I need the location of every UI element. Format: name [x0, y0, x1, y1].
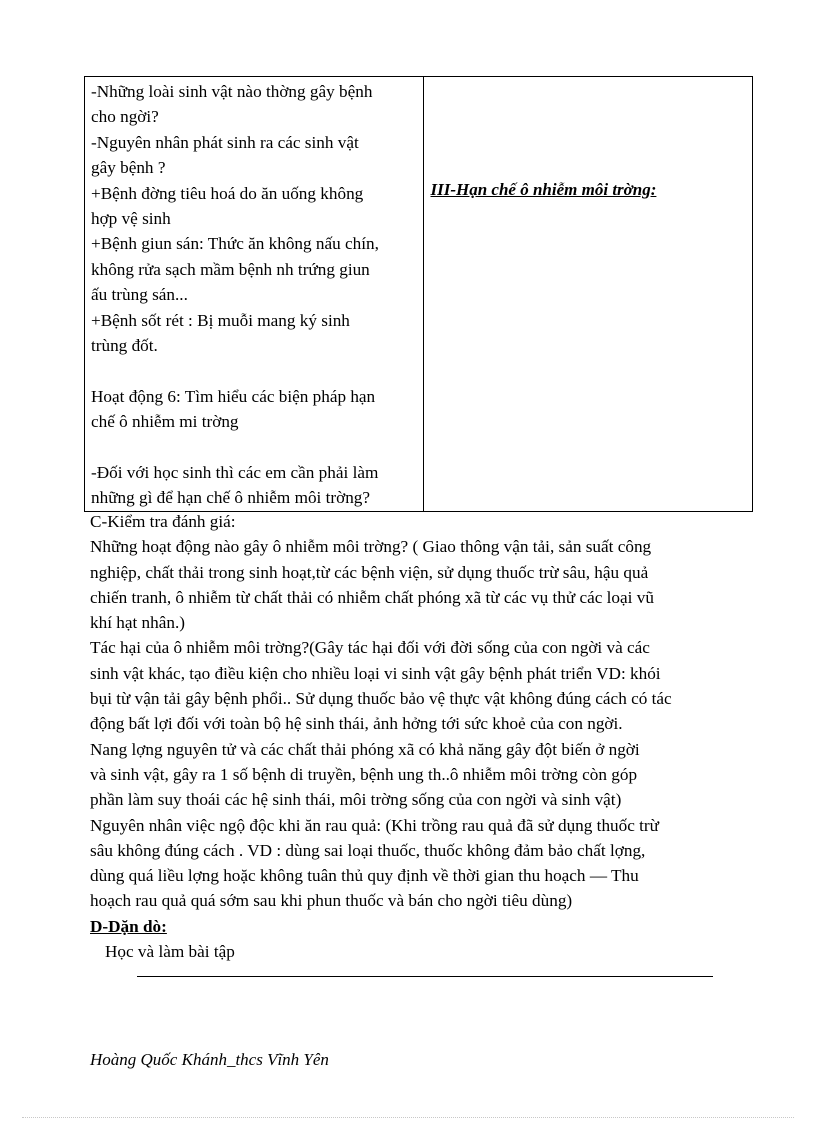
blank-line	[91, 435, 415, 460]
body-line: và sinh vật, gây ra 1 số bệnh di truyền, bệnh ung th..ô nhiễm môi trờng còn góp	[90, 764, 638, 784]
table-line: -Những loài sinh vật nào thờng gây bệnh	[91, 82, 373, 101]
table-line: +Bệnh đờng tiêu hoá do ăn uống không	[91, 183, 364, 203]
body-line: sinh vật khác, tạo điều kiện cho nhiều loại vi sinh vật gây bệnh phát triển VD: khói	[90, 663, 661, 683]
lesson-table	[84, 76, 753, 512]
table-line: +Bệnh sốt rét : Bị muỗi mang ký sinh	[91, 310, 350, 330]
activity-text	[85, 77, 423, 511]
table-line: Hoạt động 6: Tìm hiểu các biện pháp hạn	[91, 386, 376, 406]
separator-line	[137, 976, 713, 977]
table-line: ấu trùng sán...	[91, 285, 188, 305]
table-line: gây bệnh ?	[91, 158, 166, 178]
body-line: khí hạt nhân.)	[90, 613, 185, 633]
body-line: phần làm suy thoái các hệ sinh thái, môi trờng sống của con ngời và sinh vật)	[90, 790, 622, 810]
table-line: không rửa sạch mầm bệnh nh trứng giun	[91, 259, 370, 279]
body-line: Nang lợng nguyên tử và các chất thải phóng xã có khả năng gây đột biến ở ngời	[90, 739, 640, 759]
assessment-section	[90, 509, 740, 964]
table-line: cho ngời?	[91, 107, 159, 127]
homework-heading: D-Dặn dò:	[90, 916, 167, 936]
activity-cell	[85, 77, 424, 512]
body-line: Nguyên nhân việc ngộ độc khi ăn rau quả: (Khi trồng rau quả đã sử dụng thuốc trừ	[90, 815, 659, 835]
body-line: chiến tranh, ô nhiễm từ chất thải có nhiễm chất phóng xã từ các vụ thử các loại vũ	[90, 587, 654, 607]
section-heading: III-Hạn chế ô nhiễm môi trờng:	[430, 179, 657, 199]
blank-line	[91, 358, 415, 383]
body-line: động bất lợi đối với toàn bộ hệ sinh thái, ảnh hởng tới sức khoẻ của con ngời.	[90, 714, 623, 734]
body-line: Những hoạt động nào gây ô nhiễm môi trờng? ( Giao thông vận tải, sản suất công	[90, 537, 652, 557]
body-line: sâu không đúng cách . VD : dùng sai loại thuốc, thuốc không đảm bảo chất lợng,	[90, 840, 646, 860]
table-line: những gì để hạn chế ô nhiễm môi trờng?	[91, 488, 371, 508]
table-line: -Nguyên nhân phát sinh ra các sinh vật	[91, 132, 359, 152]
author-footer: Hoàng Quốc Khánh_thcs Vĩnh Yên	[90, 1050, 329, 1069]
body-line: C-Kiểm tra đánh giá:	[90, 512, 236, 531]
table-line: -Đối với học sinh thì các em cần phải làm	[91, 463, 379, 483]
table-line: hợp vệ sinh	[91, 209, 171, 229]
page-bottom-border	[22, 1117, 794, 1118]
body-line: dùng quá liều lợng hoặc không tuân thủ quy định về thời gian thu hoạch — Thu	[90, 866, 639, 886]
body-line: bụi từ vận tải gây bệnh phổi.. Sử dụng thuốc bảo vệ thực vật không đúng cách có tác	[90, 689, 672, 709]
table-line: trùng đốt.	[91, 336, 158, 356]
body-line: Tác hại của ô nhiễm môi trờng?(Gây tác hại đối với đời sống của con ngời và các	[90, 638, 650, 658]
table-line: +Bệnh giun sán: Thức ăn không nấu chín,	[91, 234, 379, 254]
body-line: hoạch rau quả quá sớm sau khi phun thuốc và bán cho ngời tiêu dùng)	[90, 891, 573, 911]
content-cell	[424, 77, 753, 512]
table-line: chế ô nhiễm mi trờng	[91, 412, 239, 432]
body-line: nghiệp, chất thải trong sinh hoạt,từ các bệnh viện, sử dụng thuốc trừ sâu, hậu quả	[90, 562, 649, 582]
homework-text: Học và làm bài tập	[105, 942, 235, 962]
